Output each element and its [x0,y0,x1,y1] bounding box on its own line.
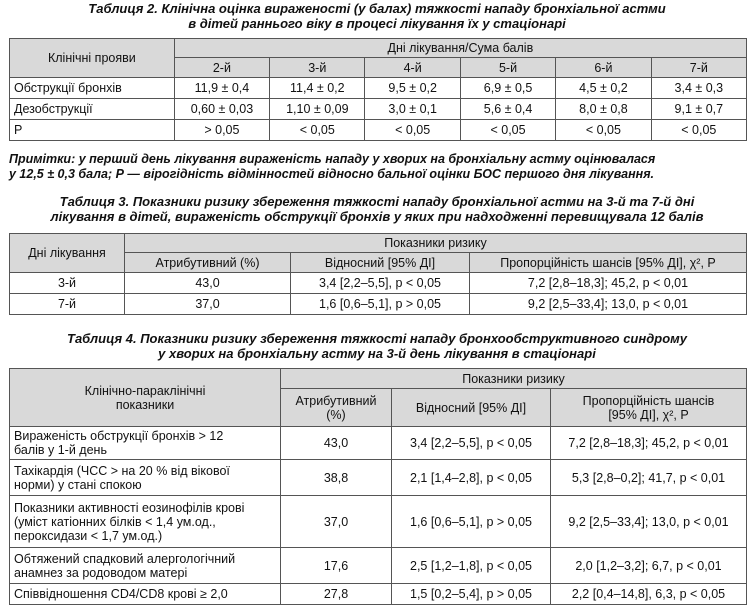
table2-note-line2: у 12,5 ± 0,3 бала; Р — вірогідність відмінностей відносно бальної оцінки БОС першого дня лікування. [9,167,655,181]
table-cell: 17,6 [281,548,392,584]
table-cell: 9,2 [2,5–33,4]; 13,0, p < 0,01 [470,294,747,315]
table4-sub-or-line1: Пропорційність шансів [582,393,715,408]
table3-col-group: Показники ризику [125,234,747,253]
table4-col-main-line2: показники [115,397,175,412]
table-cell: 37,0 [281,496,392,548]
table4-sub-rel: Відносний [95% ДІ] [392,389,551,427]
table-cell: 8,0 ± 0,8 [556,99,651,120]
row-label: Р [10,120,175,141]
row-label [10,548,281,584]
row-label-line: балів у 1-й день [14,443,107,457]
table2-day: 6-й [556,58,651,78]
table-cell: < 0,05 [460,120,555,141]
table-cell: 3,4 [2,2–5,5], p < 0,05 [291,273,470,294]
table2-day: 5-й [460,58,555,78]
table-cell: 37,0 [125,294,291,315]
table-row [10,496,747,548]
table4-col-main [10,369,281,427]
table4-sub-attr-line1: Атрибутивний [295,393,377,408]
row-label [10,460,281,496]
table-cell: 2,2 [0,4–14,8], 6,3, p < 0,05 [551,584,747,605]
table-cell: 11,9 ± 0,4 [174,78,269,99]
row-label-line: Показники активності еозинофілів крові [14,500,245,515]
table-cell: 0,60 ± 0,03 [174,99,269,120]
row-label-line: Співвідношення CD4/CD8 крові ≥ 2,0 [14,587,228,601]
table4-caption-line1: Таблиця 4. Показники ризику збереження тяжкості нападу бронхообструктивного синдрому [67,331,687,346]
table-cell: > 0,05 [174,120,269,141]
table-cell: 7,2 [2,8–18,3]; 45,2, p < 0,01 [470,273,747,294]
table2 [9,38,747,141]
table2-caption-line1: Таблиця 2. Клінічна оцінка вираженості (у балах) тяжкості нападу бронхіальної астми [88,1,666,16]
row-label-line: Вираженість обструкції бронхів > 12 [14,429,224,443]
table-cell: < 0,05 [651,120,746,141]
row-label-line: (уміст катіонних білків < 1,4 ум.од., [14,514,216,529]
table2-col-group: Дні лікування/Сума балів [174,39,746,58]
table-cell: < 0,05 [556,120,651,141]
table3-sub-rel: Відносний [95% ДІ] [291,253,470,273]
row-label-line: пероксидази < 1,7 ум.од.) [14,528,163,543]
table4-caption-line2: у хворих на бронхіальну астму на 3-й день лікування в стаціонарі [158,346,596,361]
row-label [10,584,281,605]
table-cell: 1,5 [0,2–5,4], p > 0,05 [392,584,551,605]
table3-col-main: Дні лікування [10,234,125,273]
table2-note [9,152,747,182]
table-cell: 9,5 ± 0,2 [365,78,460,99]
table3-sub-or: Пропорційність шансів [95% ДІ], χ², Р [470,253,747,273]
table-cell: 2,5 [1,2–1,8], p < 0,05 [392,548,551,584]
table-cell: 38,8 [281,460,392,496]
table2-day: 7-й [651,58,746,78]
table3-caption-line2: лікування в дітей, вираженість обструкції бронхів у яких при надходженні перевищувала 12 балів [50,209,704,224]
table-cell: < 0,05 [365,120,460,141]
table2-caption-line2: в дітей раннього віку в процесі лікування їх у стаціонарі [188,16,566,31]
table-cell: 1,6 [0,6–5,1], p > 0,05 [291,294,470,315]
row-label-line: Обтяжений спадковий алергологічний [14,551,236,566]
table-row [10,120,747,141]
table-cell: 3,4 [2,2–5,5], p < 0,05 [392,427,551,460]
table2-day: 4-й [365,58,460,78]
table2-day: 3-й [270,58,365,78]
table-cell: 1,6 [0,6–5,1], p > 0,05 [392,496,551,548]
table-row [10,78,747,99]
table-cell: < 0,05 [270,120,365,141]
row-label-line: Тахікардія (ЧСС > на 20 % від вікової [14,463,230,478]
table4 [9,368,747,605]
table2-col-main: Клінічні прояви [10,39,175,78]
table-cell: 6,9 ± 0,5 [460,78,555,99]
row-label-line: анамнез за родоводом матері [14,565,188,580]
table-cell: 1,10 ± 0,09 [270,99,365,120]
table4-caption [0,331,754,361]
row-label: 3-й [10,273,125,294]
table4-col-group: Показники ризику [281,369,747,389]
table-cell: 7,2 [2,8–18,3]; 45,2, p < 0,01 [551,427,747,460]
table2-note-line1: Примітки: у перший день лікування вираженість нападу у хворих на бронхіальну астму оцінювалася [9,152,656,166]
table2-caption [0,1,754,31]
table-cell: 2,1 [1,4–2,8], p < 0,05 [392,460,551,496]
table2-day: 2-й [174,58,269,78]
table-row [10,294,747,315]
table-cell: 27,8 [281,584,392,605]
table-row [10,273,747,294]
table-cell: 9,2 [2,5–33,4]; 13,0, p < 0,01 [551,496,747,548]
table-cell: 4,5 ± 0,2 [556,78,651,99]
table-cell: 3,4 ± 0,3 [651,78,746,99]
table-cell: 9,1 ± 0,7 [651,99,746,120]
table-cell: 5,6 ± 0,4 [460,99,555,120]
table-cell: 11,4 ± 0,2 [270,78,365,99]
table3 [9,233,747,315]
table-cell: 43,0 [281,427,392,460]
table3-caption-line1: Таблиця 3. Показники ризику збереження тяжкості нападу бронхіальної астми на 3-й та 7-й дні [59,194,695,209]
table4-col-main-line1: Клінічно-параклінічні [84,383,206,398]
table-row [10,584,747,605]
row-label [10,496,281,548]
row-label-line: норми) у стані спокою [14,477,142,492]
table-row [10,548,747,584]
row-label [10,427,281,460]
table3-sub-attr: Атрибутивний (%) [125,253,291,273]
table-cell: 43,0 [125,273,291,294]
table3-caption [0,194,754,224]
table-cell: 2,0 [1,2–3,2]; 6,7, p < 0,01 [551,548,747,584]
table-cell: 3,0 ± 0,1 [365,99,460,120]
table-row [10,99,747,120]
table4-sub-attr [281,389,392,427]
row-label: 7-й [10,294,125,315]
row-label: Обструкції бронхів [10,78,175,99]
table4-sub-attr-line2: (%) [326,407,346,422]
table-cell: 5,3 [2,8–0,2]; 41,7, p < 0,01 [551,460,747,496]
table-row [10,460,747,496]
row-label: Дезобструкції [10,99,175,120]
table-row [10,427,747,460]
table4-sub-or [551,389,747,427]
table4-sub-or-line2: [95% ДІ], χ², Р [608,407,689,422]
